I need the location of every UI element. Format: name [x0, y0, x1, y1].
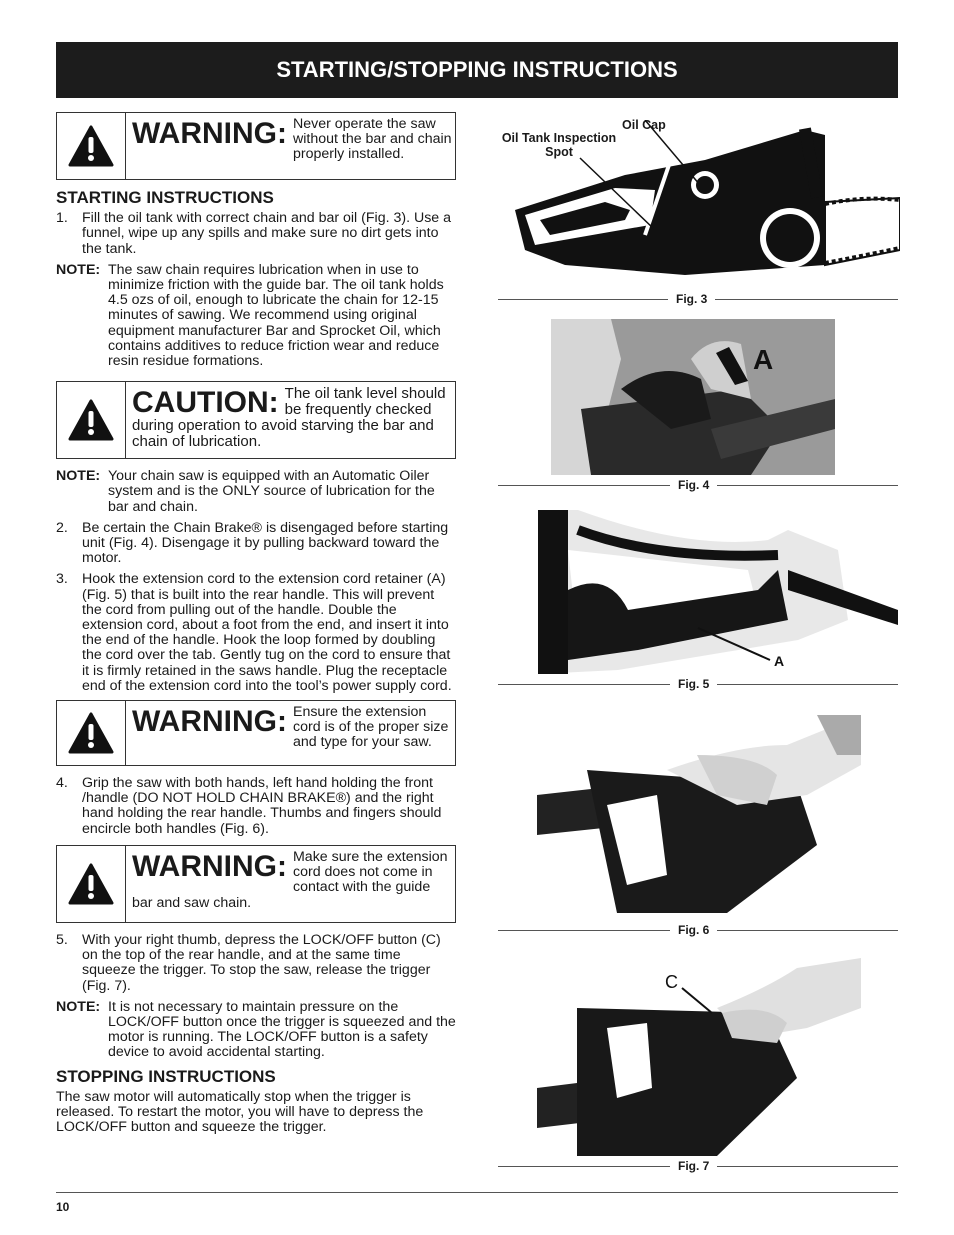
footer-divider — [56, 1192, 898, 1193]
warning-box-cord-contact — [56, 845, 456, 923]
warning-word: WARNING: — [132, 705, 287, 739]
warning-triangle-icon — [57, 846, 126, 922]
fig3-chainsaw-drawing — [505, 120, 900, 280]
fig4-caption: Fig. 4 — [498, 478, 898, 492]
step-5: 5. With your right thumb, depress the LOCK/OFF button (C) on the top of the rear handle, and at the same time squeeze the trigger. To stop the saw, release the trigger (Fig. 7). — [56, 931, 441, 994]
fig5-rear-handle-photo — [538, 510, 898, 674]
step-4: 4. Grip the saw with both hands, left hand holding the front /handle (DO NOT HOLD CHAIN BRAKE®) and the right hand holding the rear handle. Thumbs and fingers should encircle both handles (Fig. 6). — [56, 775, 442, 837]
fig6-two-hand-grip-photo — [537, 715, 861, 913]
fig4-chain-brake-photo — [551, 319, 835, 475]
starting-title: STARTING INSTRUCTIONS — [56, 188, 274, 207]
fig7-caption: Fig. 7 — [498, 1159, 898, 1173]
fig3-label-oil-tank: Oil Tank Inspection Spot — [501, 131, 617, 159]
warning-box-extension-cord — [56, 700, 456, 766]
caution-box — [56, 381, 456, 459]
step-2: 2. Be certain the Chain Brake® is disengaged before starting unit (Fig. 4). Disengage it by pulling backward toward the motor. — [56, 519, 449, 567]
warning-triangle-icon — [57, 701, 126, 765]
note-oiler: NOTE: Your chain saw is equipped with an Automatic Oiler system and is the ONLY source of lubrication for the bar and chain. — [56, 468, 435, 515]
warning-triangle-icon — [57, 113, 126, 179]
fig6-caption: Fig. 6 — [498, 923, 898, 937]
caution-text: The oil tank level should be frequently checked during operation to avoid starving the bar and chain of lubrication. — [132, 385, 446, 451]
page-number: 10 — [56, 1200, 70, 1214]
warning-text: Never operate the saw without the bar and chain properly installed. — [292, 116, 452, 163]
warning-box-bar-chain — [56, 112, 456, 180]
fig4-label-a: A — [753, 344, 774, 375]
fig7-label-c: C — [665, 972, 678, 992]
fig3-label-oil-cap: Oil Cap — [622, 118, 666, 132]
fig5-label-a: A — [774, 653, 785, 669]
caution-word: CAUTION: — [132, 386, 279, 420]
page-header: STARTING/STOPPING INSTRUCTIONS — [56, 42, 898, 98]
step-3: 3. Hook the extension cord to the extension cord retainer (A) (Fig. 5) that is built into the rear handle. This will prevent the cord from pulling out of the handle. Double the extension cord, about a foot from the end, and insert it into the end of the handle. Hook the loop formed by doubling the cord over the tab. Gently tug on the cord to ensure that it is firmly retained in the saws handle. Plug the receptacle end of the extension cord into the tool’s power supply cord. — [56, 571, 452, 694]
warning-text: Make sure the extension cord does not come in contact with the guide bar and saw chain. — [132, 848, 448, 911]
warning-text: Ensure the extension cord is of the proper size and type for your saw. — [292, 704, 449, 751]
step-1: 1. Fill the oil tank with correct chain and bar oil (Fig. 3). Use a funnel, wipe up any spills and make sure no dirt gets into the tank. — [56, 210, 452, 257]
instructions-column — [56, 112, 456, 1141]
stopping-text: The saw motor will automatically stop when the trigger is released. To restart the motor, you will have to depress the LOCK/OFF button and squeeze the trigger. — [56, 1088, 424, 1136]
fig7-lock-off-button-photo — [537, 958, 861, 1156]
warning-word: WARNING: — [132, 849, 287, 883]
fig5-caption: Fig. 5 — [498, 677, 898, 691]
note-lubrication: NOTE: The saw chain requires lubrication when in use to minimize friction with the guide bar. The oil tank holds 4.5 ozs of oil, enough to lubricate the chain for 12-15 minutes of sawing. We recommend using original equipment manufacturer Bar and Sprocket Oil, which contains additives to reduce friction wear and reduce resin residue formations. — [56, 261, 444, 370]
fig3-caption: Fig. 3 — [498, 292, 898, 306]
stopping-title: STOPPING INSTRUCTIONS — [56, 1066, 276, 1086]
note-lock-off: NOTE: It is not necessary to maintain pressure on the LOCK/OFF button once the trigger is squeezed and the motor is running. The LOCK/OFF button is a safety device to avoid accidental starting. — [56, 998, 456, 1061]
warning-triangle-icon — [57, 382, 126, 458]
warning-word: WARNING: — [132, 117, 287, 150]
